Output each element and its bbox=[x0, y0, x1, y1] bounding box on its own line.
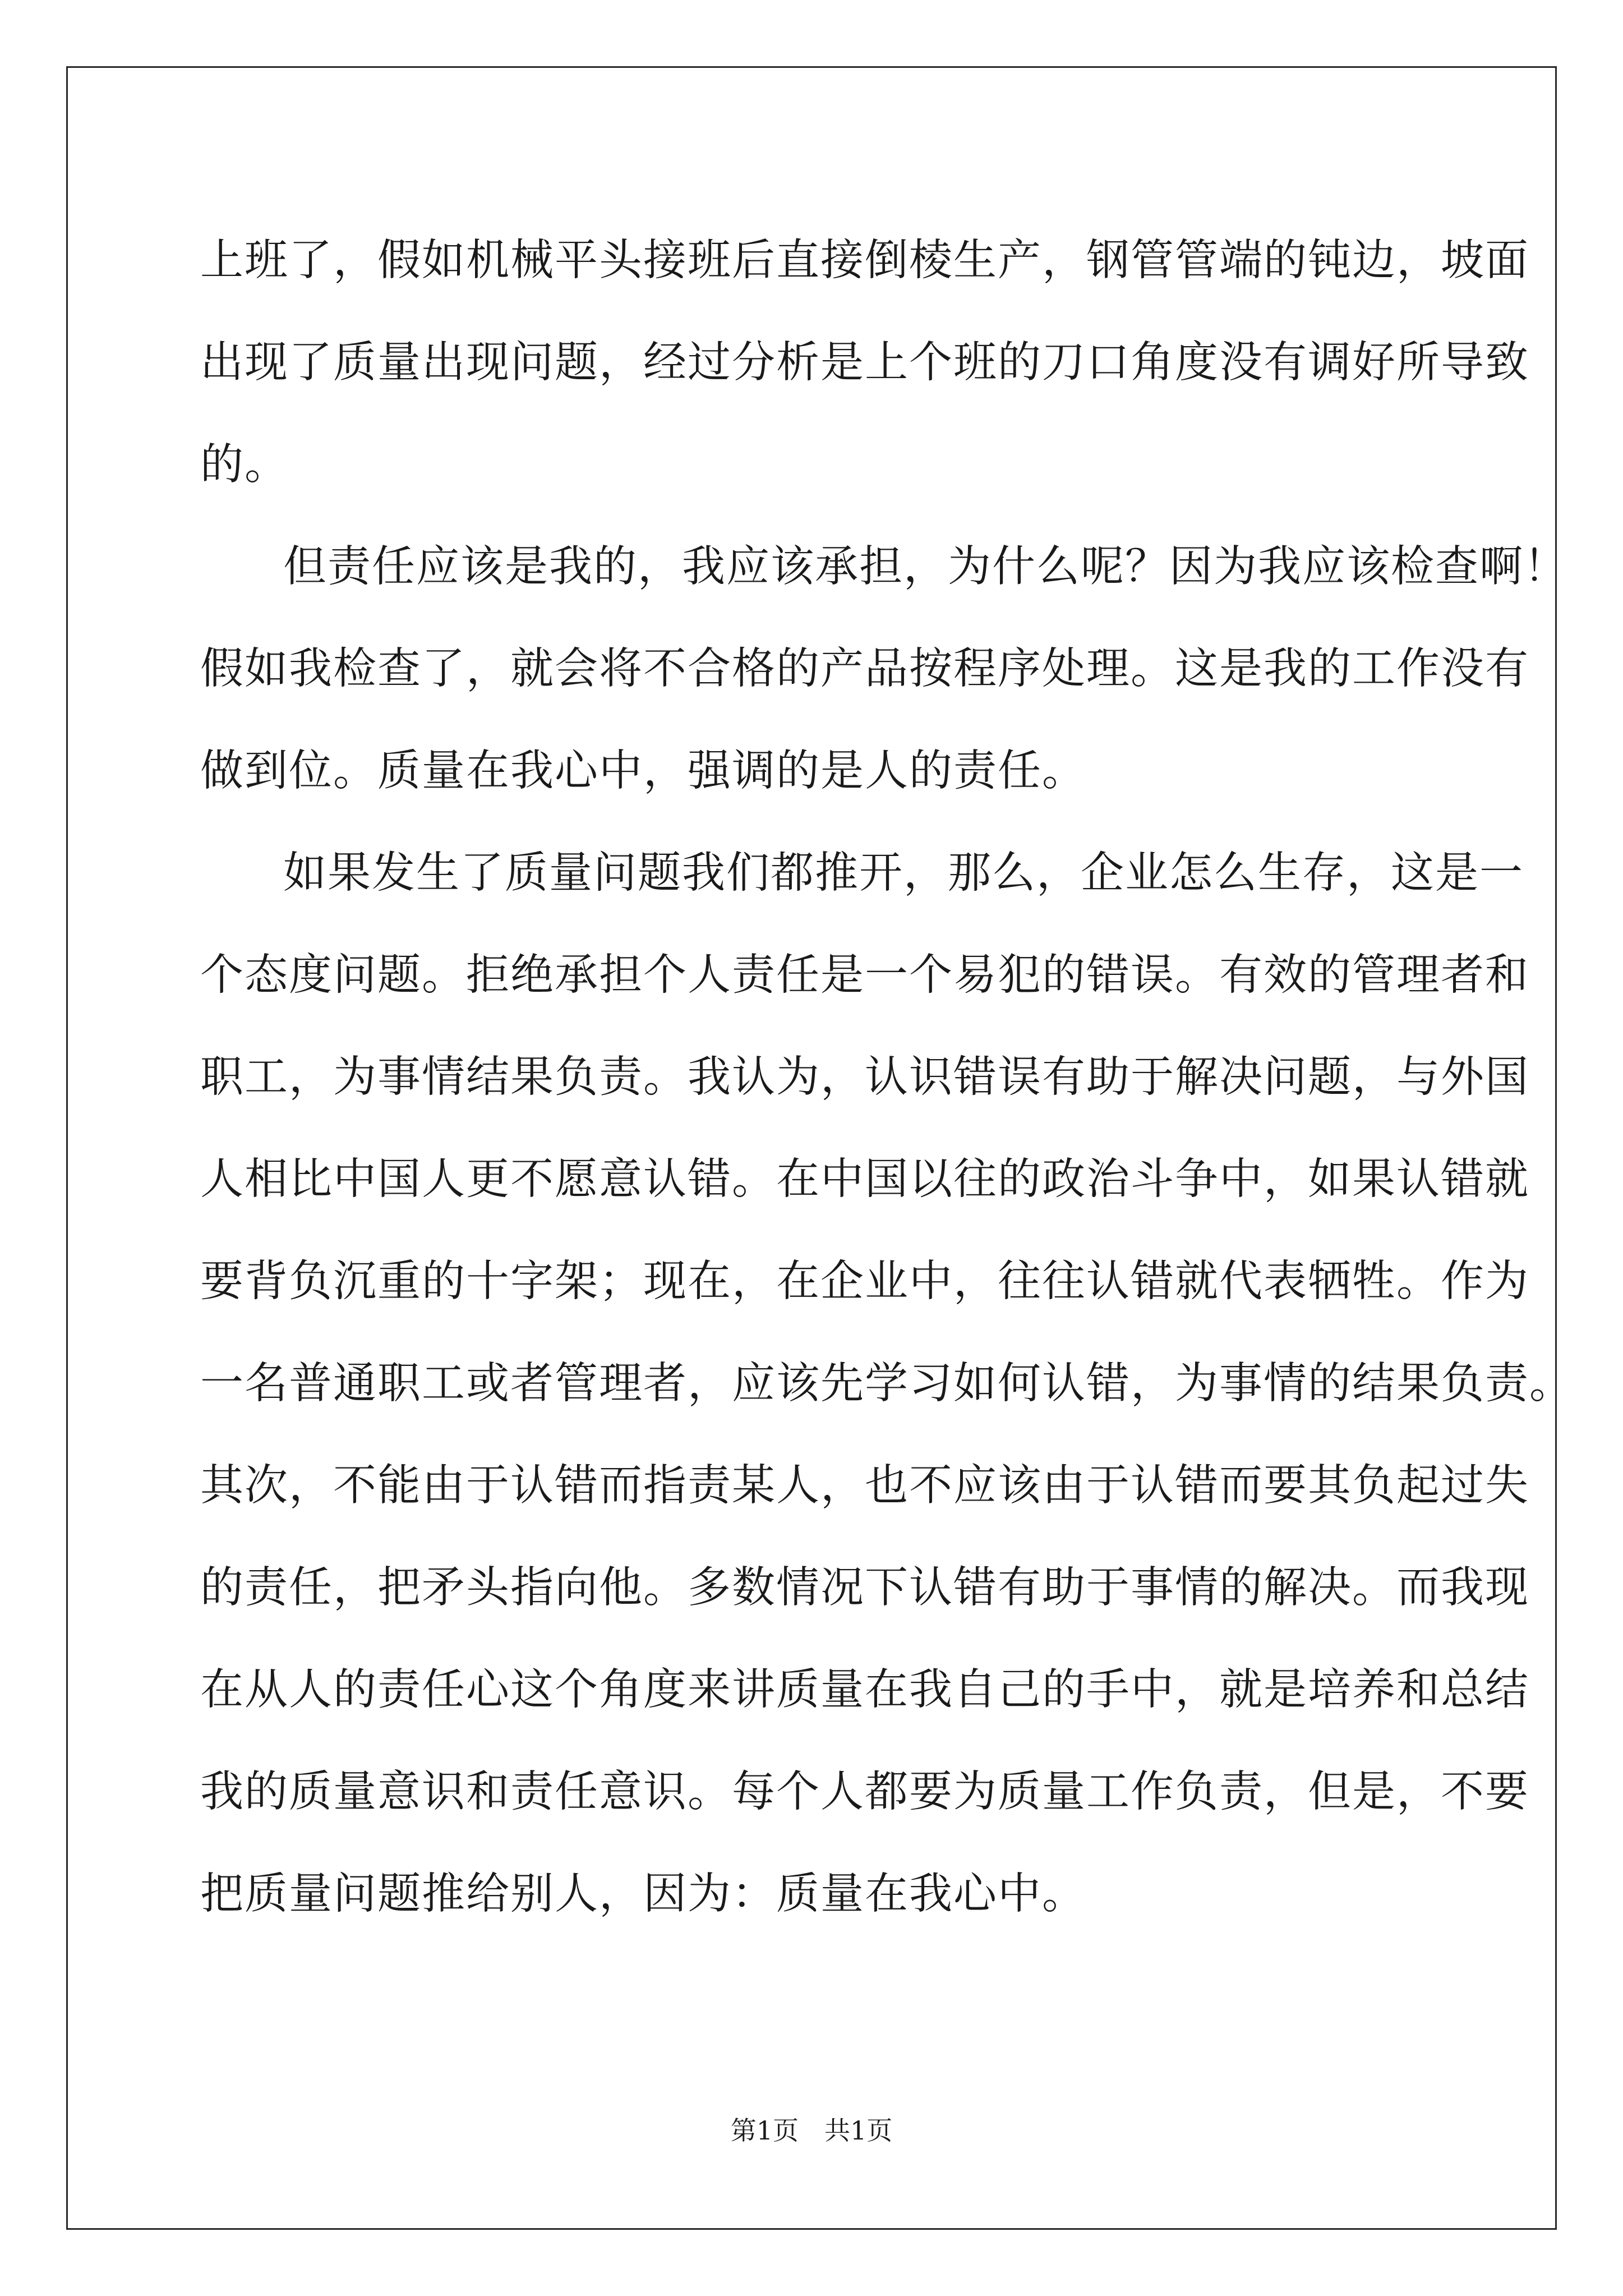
text-line: 的责任，把矛头指向他。多数情况下认错有助于事情的解决。而我现 bbox=[200, 1563, 1529, 1613]
text-line: 在从人的责任心这个角度来讲质量在我自己的手中，就是培养和总结 bbox=[200, 1665, 1529, 1715]
text-line: 人相比中国人更不愿意认错。在中国以往的政治斗争中，如果认错就 bbox=[200, 1154, 1529, 1204]
text-line: 做到位。质量在我心中，强调的是人的责任。 bbox=[200, 746, 1086, 796]
text-line: 但责任应该是我的，我应该承担，为什么呢？因为我应该检查啊！ bbox=[283, 542, 1568, 592]
text-line: 的。 bbox=[200, 440, 289, 490]
text-line: 一名普通职工或者管理者，应该先学习如何认错，为事情的结果负责。 bbox=[200, 1359, 1574, 1409]
text-line: 我的质量意识和责任意识。每个人都要为质量工作负责，但是，不要 bbox=[200, 1767, 1529, 1817]
text-line: 如果发生了质量问题我们都推开，那么，企业怎么生存，这是一 bbox=[283, 848, 1524, 898]
text-line: 要背负沉重的十字架；现在，在企业中，往往认错就代表牺牲。作为 bbox=[200, 1257, 1529, 1306]
document-body bbox=[200, 210, 1574, 1945]
text-line: 上班了，假如机械平头接班后直接倒棱生产，钢管管端的钝边，坡面 bbox=[200, 236, 1529, 286]
page-footer: 第1页 共1页 bbox=[730, 2115, 893, 2146]
text-line: 出现了质量出现问题，经过分析是上个班的刀口角度没有调好所导致 bbox=[200, 338, 1529, 388]
text-line: 假如我检查了，就会将不合格的产品按程序处理。这是我的工作没有 bbox=[200, 644, 1529, 694]
text-line: 职工，为事情结果负责。我认为，认识错误有助于解决问题，与外国 bbox=[200, 1052, 1529, 1102]
text-line: 个态度问题。拒绝承担个人责任是一个易犯的错误。有效的管理者和 bbox=[200, 950, 1529, 1000]
text-line: 把质量问题推给别人，因为：质量在我心中。 bbox=[200, 1869, 1086, 1919]
text-line: 其次，不能由于认错而指责某人，也不应该由于认错而要其负起过失 bbox=[200, 1461, 1529, 1511]
